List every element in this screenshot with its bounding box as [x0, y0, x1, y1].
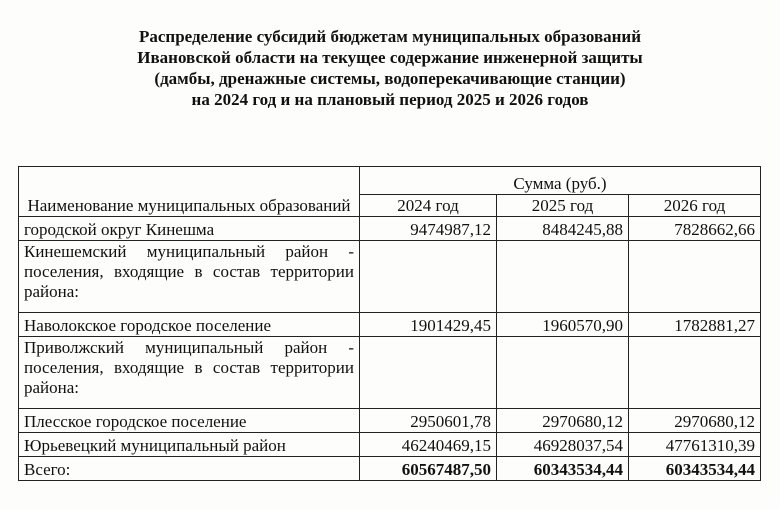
total-2024: 60567487,50 — [360, 457, 497, 481]
row-name: Наволокское городское поселение — [19, 313, 360, 337]
row-name: Плесское городское поселение — [19, 409, 360, 433]
title-line: Распределение субсидий бюджетам муниципальных образований — [138, 27, 642, 46]
table-row — [19, 433, 761, 457]
table-row — [19, 337, 761, 409]
total-label: Всего: — [19, 457, 360, 481]
cell-2024: 1901429,45 — [360, 313, 497, 337]
cell-2025: 1960570,90 — [497, 313, 629, 337]
table-row — [19, 217, 761, 241]
cell-2025: 2970680,12 — [497, 409, 629, 433]
cell-2026: 1782881,27 — [629, 313, 761, 337]
table-row — [19, 241, 761, 313]
title-line: Ивановской области на текущее содержание инженерной защиты — [137, 48, 643, 67]
row-name: Юрьевецкий муниципальный район — [19, 433, 360, 457]
total-row — [19, 457, 761, 481]
subsidy-table — [18, 166, 761, 481]
cell-2025 — [497, 337, 629, 409]
cell-2026 — [629, 337, 761, 409]
cell-2025 — [497, 241, 629, 313]
header-sum: Сумма (руб.) — [360, 167, 761, 195]
cell-2026: 7828662,66 — [629, 217, 761, 241]
title-line: на 2024 год и на плановый период 2025 и 2026 годов — [191, 90, 589, 109]
row-name: Кинешемский муниципальный район - поселения, входящие в состав территории района: — [19, 241, 360, 313]
table-row — [19, 409, 761, 433]
row-name: городской округ Кинешма — [19, 217, 360, 241]
table-row — [19, 313, 761, 337]
cell-2025: 46928037,54 — [497, 433, 629, 457]
cell-2026 — [629, 241, 761, 313]
total-2025: 60343534,44 — [497, 457, 629, 481]
header-municipality: Наименование муниципальных образований — [19, 167, 360, 217]
cell-2024 — [360, 337, 497, 409]
title-line: (дамбы, дренажные системы, водоперекачивающие станции) — [154, 69, 626, 88]
cell-2026: 47761310,39 — [629, 433, 761, 457]
header-year: 2025 год — [497, 195, 629, 217]
document-title — [40, 26, 740, 110]
cell-2026: 2970680,12 — [629, 409, 761, 433]
cell-2024 — [360, 241, 497, 313]
row-name: Приволжский муниципальный район - поселения, входящие в состав территории района: — [19, 337, 360, 409]
cell-2025: 8484245,88 — [497, 217, 629, 241]
cell-2024: 2950601,78 — [360, 409, 497, 433]
cell-2024: 9474987,12 — [360, 217, 497, 241]
header-year: 2026 год — [629, 195, 761, 217]
total-2026: 60343534,44 — [629, 457, 761, 481]
cell-2024: 46240469,15 — [360, 433, 497, 457]
header-year: 2024 год — [360, 195, 497, 217]
